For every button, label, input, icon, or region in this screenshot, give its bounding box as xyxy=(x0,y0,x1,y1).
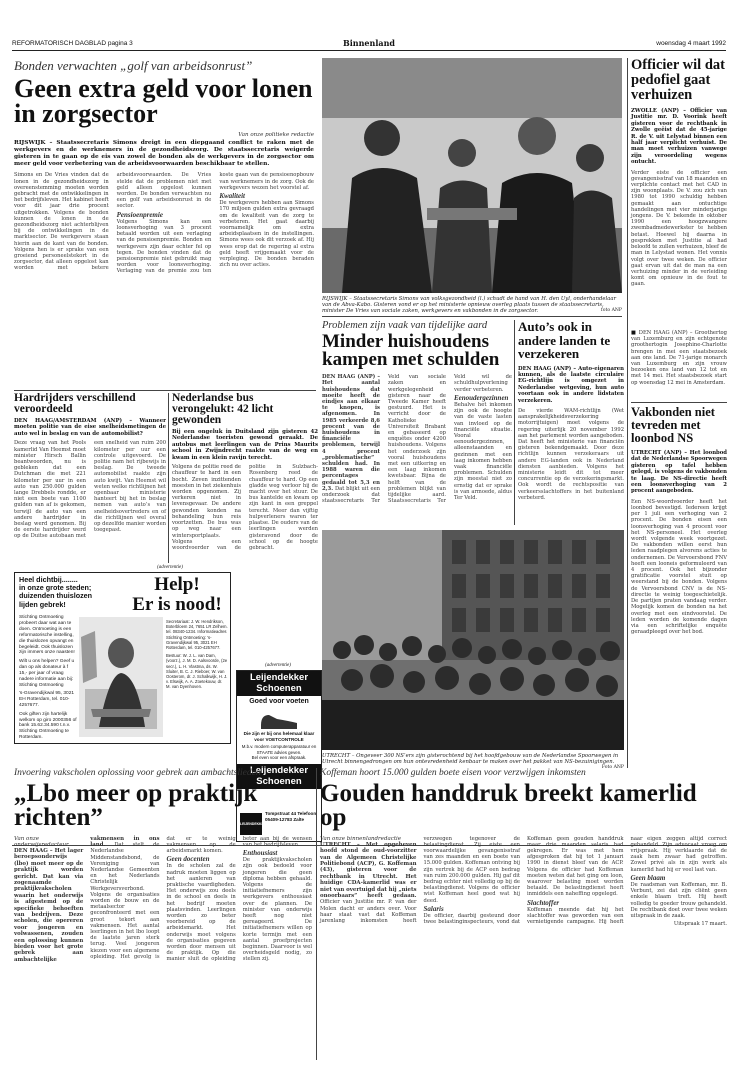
ad-line: in onze grote steden; xyxy=(19,583,92,593)
ad-body-text: Stichting Ontmoeting probeert daar wat aan te doen. Ontmoeting is een reformatorische instelling, die thuislozen opvangt en begeleidt. Ook thuislozen zijn immers onze naasten! xyxy=(19,615,75,656)
article-headline: Officier wil dat pedofiel gaat verhuizen xyxy=(631,57,725,103)
article-body: ■ DEN HAAG (ANP) – Groothertog van Luxemburg en zijn echtgenote groothertogin Josephine-Charlotte brengen in mei een staatsbezoek aan ons land. De 71-jarige monarch van Luxemburg en zijn vrouw bezoeken ons land van 12 tot en met 14 mei. Het staatsbezoek start op woensdag 12 mei in Amsterdam. xyxy=(631,330,727,386)
photo-ns-protest xyxy=(322,530,624,750)
article-lead: DEN HAAG – Het lager beroepsonderwijs (lbo) moet meer op de praktijk worden gericht. Dat kan via zogenaamde praktijkvakscholen waarin het onderwijs is afgestemd op de specifieke behoeften van bedrijven. Deze scholen, die opereren voor jongeren en volwassenen, zouden een oplossing kunnen bieden voor het grote gebrek aan ambachtelijke vakmensen in ons land. xyxy=(14,835,160,963)
ad-text: Die zijn er bij ons helemaal klaar voor VOETCONTROLE xyxy=(243,731,315,742)
ad-line: lijden gebrek! xyxy=(19,599,66,609)
ad-secretariaat-text: Secretariaat: J. W. Hendrikson, Boterbloem 24, 7651 LR Zelhem. tel. 08340-1234. Informatieadres Stichting Ontmoeting: 's-Gravendijkwal 95, 3021 EH Rotterdam, tel. 010-4257677. xyxy=(166,619,228,651)
ad-brand: Leijendekker xyxy=(249,672,309,683)
article-headline: Minder huishoudens kampen met schulden xyxy=(322,331,500,371)
article-kicker: Problemen zijn vaak van tijdelijke aard xyxy=(322,320,488,331)
article-body-text: Een NS-woordvoerder heeft het loonbod bevestigd. Iedereen krijgt per 1 juli een verhoging van 2 procent. De bonden eisen een loonsverhoging van 4 procent voor het NS-personeel. Het overleg wordt volgende week voortgezet. De vakbonden willen eerst hun leden raadplegen alvorens acties te ondernemen. xyxy=(631,498,727,561)
article-body: Van onze onderwijsredacteur DEN HAAG – Het lager beroepsonderwijs (lbo) moet meer op de praktijk worden gericht. Dat kan via zogenaamde praktijkvakscholen waarin het onderwijs is afgestemd op de specifieke behoeften van bedrijven. Deze scholen, die opereren voor jongeren en volwassenen, zouden een oplossing kunnen bieden voor het grote gebrek aan ambachtelijke vakmensen in ons land. Dat stelt de Nederlandse Middenstandsbond, de Vereniging van Nederlandse Gemeenten en het Nederlands Christelijk Werkgeversverbond. Volgens de organisaties worden de bouw en de metaalsector geconfronteerd met een groot tekort aan vakmensen. Het aantal leerlingen in het lbo loopt de laatste jaren sterk terug. Veel jongeren kiezen voor een algemene opleiding. Het gevolg is dat er te weinig vakmensen op de arbeidsmarkt komen. Geen docenten In de scholen zal de nadruk moeten liggen op het aanleren van praktische vaardigheden. Het onderwijs zou deels in de school en deels in het bedrijf moeten plaatsvinden. Leerlingen worden zo beter voorbereid op de arbeidsmarkt. Het onderwijs moet volgens de organisaties gegeven worden door mensen uit de praktijk. Op die manier sluit de opleiding beter aan bij de wensen van het bedrijfsleven. Enthousiast De praktijkvakscholen zijn ook bedoeld voor jongeren die geen diploma hebben gehaald. Volgens de initiatiefnemers zijn werkgevers enthousiast over de plannen. De minister van onderwijs heeft nog niet gereageerd. De initiatiefnemers willen op korte termijn met een aantal proefprojecten beginnen. Daarvoor is wel overheidsgeld nodig, zo stellen zij. xyxy=(14,835,312,963)
advertisement-label: (advertentie) xyxy=(157,565,183,570)
advertisement-label: (advertentie) xyxy=(265,663,291,668)
article-lead: DEN HAAG/AMSTERDAM (ANP) – Wanneer moeten politie van de eise snelheidsmetingen de auto wel in beslag en van de automobilist? xyxy=(14,417,166,437)
ad-tagline: Goed voor voeten xyxy=(249,698,309,705)
ad-brand: Schoenen xyxy=(256,775,302,787)
article-headline: Hardrijders verschillend veroordeeld xyxy=(14,392,136,415)
article-body-text: Dat stelt de Nederlandse Middenstandsbond, de Vereniging van Nederlandse Gemeenten en het Nederlands Christelijk Werkgeversverbond. Volgens de organisaties worden de bouw en de metaalsector geconfronteerd met een groot tekort aan vakmensen. xyxy=(90,841,160,929)
article-lead: UTRECHT (ANP) – Het loonbod dat de Nederlandse Spoorwegen gisteren op tafel hebben gelegd, is volgens de vakbonden te laag. De NS-directie heeft een loonsverhoging van 2 procent aangeboden. xyxy=(631,450,727,495)
advertisement-ontmoeting xyxy=(14,572,231,744)
article-lead: UTRECHT – Met opgeheven hoofd stond de oud-voorzitter van de Algemeen Christelijke Politiebond (ACP), G. Koffeman (43), gisteren voor de rechtbank in Utrecht. Het huidige CDA-kamerlid was er niet van overtuigd dat hij „niets onoorbaars” heeft gedaan. xyxy=(320,841,417,899)
article-body: DEN HAAG (ANP) – Het aantal huishoudens dat moeite heeft de eindjes aan elkaar te knopen, is afgenomen. In 1985 verkeerde 8,6 procent van de huishoudens in financiële problemen, terwijl 4 procent „problematische” schulden had. In 1988 waren die percentages gedaald tot 5,3 en 2,3. Dat blijkt uit een onderzoek dat staatssecretaris Ter Veld van sociale zaken en werkgelegenheid gisteren naar de Tweede Kamer heeft gestuurd. Het is verricht door de Katholieke Universiteit Brabant en gebaseerd op enquêtes onder 4200 huishoudens. Volgens het onderzoek zijn vooral huishoudens met een uitkering en een laag inkomen kwetsbaar. Bijna de helft van de problemen blijkt van tijdelijke aard. Staatssecretaris Ter Veld wil de schuldhulpverlening verder verbeteren. Eenoudergezinnen Behalve het inkomen zijn ook de hoogte van de vaste lasten van invloed op de financiële situatie. Vooral eenoudergezinnen, alleenstaanden en gezinnen met een laag inkomen hebben vaak financiële problemen. Schulden zijn meestal niet zo ernstig dat er sprake is van armoede, aldus Ter Veld. xyxy=(322,374,512,505)
article-dateline: DEN HAAG/AMSTERDAM (ANP) xyxy=(14,417,123,424)
article-body-text: De Vervoersbond FNV heeft een looneis geformuleerd van 4 procent. Ook het bijzonder gratificatie voorstel stuit op weerstand bij de bonden. Volgens de Vervoersbond CNV is de NS-directie te weinig toegeschietelijk. xyxy=(631,554,727,598)
ad-brand: Leijendekker xyxy=(249,765,309,777)
ad-line: duizenden thuislozen xyxy=(19,591,93,601)
subheading: Geen blaam xyxy=(630,873,666,882)
subheading: Enthousiast xyxy=(242,848,278,857)
article-pedofiel xyxy=(631,58,727,328)
article-headline: Auto’s ook in andere landen te verzekeren xyxy=(518,319,611,361)
article-body-text: Behalve het inkomen zijn ook de hoogte van de vaste lasten van invloed op de financiële situatie. Vooral eenoudergezinnen, alleenstaanden en gezinnen met een laag inkomen hebben vaak financiële problemen. xyxy=(454,401,512,477)
ad-text: M.b.v. modern computerapparatuur en STAATE advies geven. xyxy=(241,744,317,755)
ad-secretariaat xyxy=(166,619,228,690)
article-lead: Bij een ongeluk in Duitsland zijn gisteren 42 Nederlandse toeristen gewond geraakt. De autobus met leerlingen van de Prins Maurits school in Zwijndrecht raakte van de weg en kwam in een klein ravijn terecht. xyxy=(172,428,318,461)
article-byline: Van onze binnenlandredactie xyxy=(320,835,402,842)
article-bus xyxy=(172,393,318,563)
article-lead: RIJSWIJK – Staatssecretaris Simons dreigt in een diepgaand conflict te raken met de werkgevers en de werknemers in de gezondheidszorg. De staatssecretaris weigerde gisteren in te gaan op de eis van zowel de bonden als de werkgevers in de zorgsector om meer geld voor verbetering van de arbeidsvoorwaarden beschikbaar te stellen. xyxy=(14,140,314,168)
subheading: Salaris xyxy=(423,904,444,913)
ad-address: Tompstraat 44 Telefoon 05409-12783 Zalte xyxy=(265,811,317,822)
article-body: Van onze binnenlandredactie UTRECHT – Met opgeheven hoofd stond de oud-voorzitter van de Algemeen Christelijke Politiebond (ACP), G. Koffeman (43), gisteren voor de rechtbank in Utrecht. Het huidige CDA-kamerlid was er niet van overtuigd dat hij „niets onoorbaars” heeft gedaan. Officier van Justitie mr. P. van der Molen dacht er anders over. Voor haar staat vast dat Koffeman jarenlang inkomsten heeft verzwegen tegenover de belastingdienst. Zij eiste een voorwaardelijke gevangenisstraf van zes maanden en een boete van 15.000 gulden. Koffeman ontving bij zijn vertrek bij de ACP een bedrag van ruim 200.000 gulden. Hij gaf dit bedrag echter niet volledig op bij de belastingdienst. Volgens de officier wist Koffeman heel goed wat hij deed. Salaris De officier, daarbij gesteund door twee belastinginspecteurs, vond dat Koffeman geen gouden handdruk maar drie maanden salaris had gekregen. Er was met hem afgesproken dat hij tot 1 januari 1990 in dienst bleef van de ACP. Volgens de officier had Koffeman moeten weten dat het ging om loon, waarover belasting moet worden betaald. De belastingdienst heeft inmiddels een naheffing opgelegd. Slachtoffer Koffeman meende dat hij het slachtoffer was geworden van een vernietigende campagne. Hij heeft naar eigen zeggen altijd correct gehandeld. Zijn advocaat vroeg om vrijspraak. Hij verklaarde dat de zaak hem zwaar had getroffen. Zowel privé als in zijn werk als kamerlid had hij er veel last van. Geen blaam De raadsman van Koffeman, mr. B. Verbunt, zei dat zijn cliënt geen enkele blaam treft. Hij heeft volledig te goeder trouw gehandeld. De rechtbank doet over twee weken uitspraak in de zaak. Uitspraak 17 maart. xyxy=(320,835,727,928)
subheading: Kwaliteit xyxy=(219,191,245,200)
photo-caption xyxy=(322,296,622,315)
caption-text: UTRECHT – Ongeveer 300 NS’ers zijn gisterochtend bij het hoofdgebouw van de Nederlandse Spoorwegen in Utrecht binnengedrongen om hun ontevredenheid kenbaar te maken over het pakket van NS-bezuinigingen. xyxy=(322,753,619,766)
ad-help-text xyxy=(127,575,227,615)
header-paper-name: REFORMATORISCH DAGBLAD pagina 3 xyxy=(12,40,133,47)
article-koffeman xyxy=(320,768,727,1060)
article-body-text: Volgens Simons kan een loonsverhoging van 3 procent betaald worden uit een verlaging van de pensioenpremie. Bonden en werkgevers zijn daar echter fel op tegen. xyxy=(116,218,212,256)
article-byline: Van onze politieke redactie xyxy=(238,132,314,139)
shoe-icon xyxy=(259,707,299,731)
article-body-text: DEN HAAG (ANP) – Groothertog van Luxemburg en zijn echtgenote groothertogin Josephine-Charlotte brengen in mei een staatsbezoek aan ons land. De 71-jarige monarch van Luxemburg en zijn vrouw bezoeken ons land van 12 tot en met 14 mei. Het staatsbezoek start op woensdag 12 mei in Amsterdam. xyxy=(631,330,727,386)
subheading: Slachtoffer xyxy=(527,898,560,907)
running-header xyxy=(12,40,726,51)
article-luxemburg xyxy=(631,330,727,400)
article-schulden xyxy=(322,320,512,530)
article-signoff: Uitspraak 17 maart. xyxy=(673,921,727,928)
ad-text: Bel even voor een afspraak. xyxy=(251,755,307,760)
ad-brand: Schoenen xyxy=(256,682,302,694)
ad-bestuur-text: Bestuur: W. J. L. van Dam, (voorz.), J. M. D. Aalsvoorde, (2e secr.), L. H. Vlastma, ds. W. Sluiter, B. C. J. Rieboer, W. van Oosterom, dr. J. Schalkwijk, H. J. v. Elswijk, A. A. Zoetekouw, dr. M. van Dyenhoven. xyxy=(166,653,228,690)
article-lbo xyxy=(14,768,312,1060)
article-headline: Geen extra geld voor lonen in zorgsector xyxy=(14,74,313,128)
caption-text: RIJSWIJK – Staatssecretaris Simons van volksgezondheid (l.) schudt de hand van H. den Uyl, onderhandelaar van de Abva-Kabo. Gisteren vond er op het ministerie opnieuw overleg plaats tussen de staatssecretaris, minister De Vries van sociale zaken, werkgevers en vakbonden in de zorgsector. xyxy=(322,296,617,315)
article-body: De vierde WAM-richtlijn (Wet aansprakelijkheidsverzekering motorrijtuigen) moet volgens de regering uiterlijk 20 november 1992 aan het parlement worden aangeboden. Dat heeft het ministerie van financiën gisteren bekendgemaakt. Door deze richtlijn kunnen verzekeraars uit andere EG-landen ook in Nederland diensten aanbieden. Volgens het ministerie leidt dit tot meer concurrentie op de verzekeringsmarkt. Ook wordt de rechtspositie van verkeersslachtoffers in het buitenland verbeterd. xyxy=(518,407,624,501)
ad-help-line: Er is nood! xyxy=(132,594,222,615)
header-section: Binnenland xyxy=(343,38,395,48)
article-headline: „Lbo meer op praktijk richten” xyxy=(14,780,258,831)
ad-line: Heel dichtbij........ xyxy=(19,575,78,584)
article-body-text: Dat blijkt uit een onderzoek dat staatssecretaris Ter Veld van sociale zaken en werkgelegenheid gisteren naar de Tweede Kamer heeft gestuurd. Het is verricht door de Katholieke Universiteit Brabant en gebaseerd op enquêtes onder 4200 huishoudens. xyxy=(322,374,446,505)
ad-brand-banner xyxy=(237,671,321,696)
article-headline: Vakbonden niet tevreden met loonbod NS xyxy=(631,405,715,445)
article-zorgsector xyxy=(14,58,314,388)
article-autos xyxy=(518,320,624,530)
article-body-text: Simons en De Vries vinden dat de lonen in de gezondheidszorg in overeenstemming moeten worden gebracht met de ontwikkelingen in het bedrijfsleven. Het kabinet heeft voor dit jaar drie procent uitgetrokken. xyxy=(14,172,109,216)
ad-address: 's-Gravendijkwal 95, 3021 EH Rotterdam, tel. 010-4257677. xyxy=(19,690,75,708)
article-body-text: Volgens de politie reed de chauffeur te hard in een bocht. Zeven inzittenden moesten in het ziekenhuis worden opgenomen. Zij verkeren niet in levensgevaar. De andere gewonden konden na behandeling hun reis voortzetten. xyxy=(172,464,241,527)
article-lead: DEN HAAG (ANP) – Auto-eigenaren kunnen, als de laatste circulaire EG-richtlijn is omgezet in Nederlandse wetgeving, hun auto voortaan ook in andere lidstaten verzekeren. xyxy=(518,365,624,404)
ad-help-line: Help! xyxy=(154,574,200,595)
article-body xyxy=(631,499,727,764)
article-kicker: Invoering vakscholen oplossing voor gebrek aan ambachtslieden xyxy=(14,768,261,778)
article-hardrijders xyxy=(14,393,166,563)
photo-handshake xyxy=(322,58,622,293)
article-body: Verder eiste de officier een gevangenisstraf van 18 maanden en verplichte contact met het CAD in zijn woonplaats. De V. zou zich van 1980 tot 1990 schuldig hebben gemaakt aan ontuchtige handelingen met vier minderjarige jongens. De V. bekende in oktober 1990 een hoogzwangere zwembadmedewerkster te hebben betast. Hoewel hij daarna in gesprekken met Justitie al had beloofd te zullen verhuizen, bleef de man in Lelystad wonen. Het vonnis volgt over twee weken. De officier gaat ervan uit dat de man na een verhuizing minder in de verleiding komt om opnieuw in de fout te gaan. xyxy=(631,169,728,288)
subheading: Geen docenten xyxy=(166,855,210,864)
article-lead: DEN HAAG (ANP) – Het aantal huishoudens dat moeite heeft de eindjes aan elkaar te knopen, is afgenomen. In 1985 verkeerde 8,6 procent van de huishoudens in financiële problemen, terwijl 4 procent „problematische” schulden had. In 1988 waren die percentages gedaald tot 5,3 en 2,3. xyxy=(322,374,380,492)
article-lead: ZWOLLE (ANP) – Officier van Justitie mr. D. Voorink heeft gisteren voor de rechtbank in Zwolle geëist dat de 45-jarige R. de V. uit Lelystad binnen een half jaar verplicht verhuist. De man moet verhuizen vanwege zijn veroordeling wegens ontucht. xyxy=(631,108,727,166)
article-body-text: Officier van Justitie mr. P. van der Molen dacht er anders over. Voor haar staat vast dat Koffeman jarenlang inkomsten heeft verzwegen tegenover de belastingdienst. Zij eiste een voorwaardelijke gevangenisstraf van zes maanden en een boete van 15.000 gulden. xyxy=(320,835,520,924)
header-date: woensdag 4 maart 1992 xyxy=(656,40,726,47)
article-byline: Van onze onderwijsredacteur xyxy=(14,835,69,848)
ad-logo: LEIJENDEKKER xyxy=(240,813,262,835)
article-lead-text: Wanneer moeten politie van de eise snelheidsmetingen de auto wel in beslag en van de automobilist? xyxy=(14,417,166,437)
article-ns-loonbod xyxy=(631,406,727,766)
article-headline: Nederlandse bus verongelukt: 42 licht gewonden xyxy=(172,392,274,426)
article-body-text: De partijen praten vandaag verder. Mogelijk komen de bonden na het overleg met een eindvoorstel. De leden worden de komende dagen via een schriftelijke enquête geraadpleegd over het bod. xyxy=(631,598,727,636)
ad-body-text: Wilt u ons helpen? Geef u dan op als donateur à f 15,- per jaar of vraag nadere informatie aan bij: Stichting Ontmoeting xyxy=(19,659,75,688)
article-body-text: De raadsman van Koffeman, mr. B. Verbunt, zei dat zijn cliënt geen enkele blaam treft. Hij heeft volledig te goeder trouw gehandeld. De rechtbank doet over twee weken uitspraak in de zaak. xyxy=(630,881,727,919)
article-body-text: De vierde WAM-richtlijn (Wet aansprakelijkheidsverzekering motorrijtuigen) moet volgens de regering uiterlijk 20 november 1992 aan het parlement worden aangeboden. Dat heeft het ministerie van financiën gisteren bekendgemaakt. xyxy=(518,407,624,452)
homeless-person-illustration xyxy=(79,617,163,737)
ad-body xyxy=(19,615,77,741)
article-kicker: Koffeman hoort 15.000 gulden boete eisen voor verzwijgen inkomsten xyxy=(320,768,586,778)
photo-credit: foto ANP xyxy=(601,308,622,314)
article-body-text: De praktijkvakscholen zijn ook bedoeld voor jongeren die geen diploma hebben gehaald. Volgens de initiatiefnemers zijn werkgevers enthousiast over de plannen. De minister van onderwijs heeft nog niet gereageerd. xyxy=(242,857,312,926)
ad-heading xyxy=(19,576,123,609)
article-body: Deze vraag van het Pools kamerlid Van Heemst moet minister Hirsch Ballin beantwoorden, nu is gebleken dat een Dutchman die met 221 kilometer per uur in een auto van 250.000 gulden lange Drebbels rondde, er niet een boete van 1100 gulden van af is gekomen, terwijl de auto van een andere hardrijder in beslag werd genomen. Bij de eerste hardrijder werd op de Duitse autobaan met een snelheid van ruim 200 kilometer per uur een controle uitgevoerd. De politie nam het rijbewijs in beslag. De tweede automobilist raakte zijn auto kwijt. Van Heemst wil weten welke richtlijnen het openbaar ministerie hanteert bij het in beslag nemen van auto’s van snelheidsovertreders en of die richtlijnen wel overal op dezelfde manier worden toegepast. xyxy=(14,440,166,540)
article-body-text: In de scholen zal de nadruk moeten liggen op het aanleren van praktische vaardigheden. Het onderwijs zou deels in de school en deels in het bedrijf moeten plaatsvinden. Leerlingen worden zo beter voorbereid op de arbeidsmarkt. xyxy=(166,863,236,932)
article-body: Volgens de politie reed de chauffeur te hard in een bocht. Zeven inzittenden moesten in het ziekenhuis worden opgenomen. Zij verkeren niet in levensgevaar. De andere gewonden konden na behandeling hun reis voortzetten. De bus was op weg naar een wintersportplaats. Volgens een woordvoerder van de politie in Sulzbach-Rosenberg reed de chauffeur te hard. Op een gladde weg verloor hij de macht over het stuur. De bus kantelde en kwam op zijn kant in een greppel terecht. Meer dan vijftig hulpverleners waren ter plaatse. De ouders van de leerlingen werden gisteravond door de school op de hoogte gebracht. xyxy=(172,464,318,551)
article-body-text: De V. bekende in oktober 1990 een hoogzwangere zwembadmedewerkster te hebben betast. Hoewel hij daarna in gesprekken met Justitie al had beloofd te zullen verhuizen, bleef de man in Lelystad wonen. Het vonnis volgt over twee weken. xyxy=(631,213,727,263)
article-body-text: Deze vraag van het Pools kamerlid Van Heemst moet minister Hirsch Ballin beantwoorden, nu is gebleken dat een Dutchman die met 221 kilometer per uur in een auto van 250.000 gulden lange Drebbels rondde, er niet een boete van 1100 gulden van af is gekomen, terwijl de auto van een andere hardrijder in beslag werd genomen. xyxy=(14,440,86,527)
photo-credit: Foto ANP xyxy=(601,765,624,771)
article-body-text: De officier, daarbij gesteund door twee belastinginspecteurs, vond dat Koffeman geen gouden handdruk maar drie maanden salaris had gekregen. Er was met hem afgesproken dat hij tot 1 januari 1990 in dienst bleef van de ACP. xyxy=(423,835,624,926)
article-body-text: De werkgevers hebben aan Simons 170 miljoen gulden extra gevraagd om de kwaliteit van de zorg te verbeteren. Het gaat daarbij voornamelijk om extra arbeidsplaatsen in de instellingen. xyxy=(219,200,314,238)
article-body: Simons en De Vries vinden dat de lonen in de gezondheidszorg in overeenstemming moeten worden gebracht met de ontwikkelingen in het bedrijfsleven. Het kabinet heeft voor dit jaar drie procent uitgetrokken. Volgens de bonden kunnen de lonen in de gezondheidszorg niet achterblijven bij de ontwikkelingen in de marktsector. De werkgevers staan hierin aan de kant van de bonden. Volgens hen is er sprake van een groeiend personeelstekort in de zorgsector, dat alleen opgelost kan worden met betere arbeidsvoorwaarden. De Vries stelde dat de problemen niet met geld alleen opgelost kunnen worden. De bonden verwachten nu een golf van arbeidsonrust in de sector. Pensioenpremie Volgens Simons kan een loonsverhoging van 3 procent betaald worden uit een verlaging van de pensioenpremie. Bonden en werkgevers zijn daar echter fel op tegen. De bonden vinden dat de pensioenpremie niet gebruikt mag worden voor loonsverhoging. Verlaging van de premie zou ten koste gaan van de pensioenopbouw van werknemers in de zorg. Ook de werkgevers wezen het voorstel af. Kwaliteit De werkgevers hebben aan Simons 170 miljoen gulden extra gevraagd om de kwaliteit van de zorg te verbeteren. Het gaat daarbij voornamelijk om extra arbeidsplaatsen in de instellingen. Simons wees ook dit verzoek af. Hij wees erop dat de regering al extra geld heeft vrijgemaakt voor de verpleging. De bonden beraden zich nu over acties. xyxy=(14,172,314,275)
article-body-text: Verder eiste de officier een gevangenisstraf van 18 maanden en verplichte contact met het CAD in zijn woonplaats. De V. zou zich van 1980 tot 1990 schuldig hebben gemaakt aan ontuchtige handelingen met vier minderjarige jongens. xyxy=(631,169,727,220)
subheading: Eenoudergezinnen xyxy=(454,393,509,402)
ad-giro: Ook giften zijn hartelijk welkom op giro 2000356 of bank 15.62.34.590 t.n.v. Stichting Ontmoeting te Rotterdam. xyxy=(19,711,77,741)
article-kicker: Bonden verwachten „golf van arbeidsonrust” xyxy=(14,58,253,73)
subheading: Pensioenpremie xyxy=(116,210,163,219)
article-body-text: Koffeman meende dat hij het slachtoffer was geworden van een vernietigende campagne. Hij heeft naar eigen zeggen altijd correct gehandeld. Zijn advocaat vroeg om vrijspraak. xyxy=(527,835,727,926)
article-headline: Gouden handdruk breekt kamerlid op xyxy=(320,780,697,831)
